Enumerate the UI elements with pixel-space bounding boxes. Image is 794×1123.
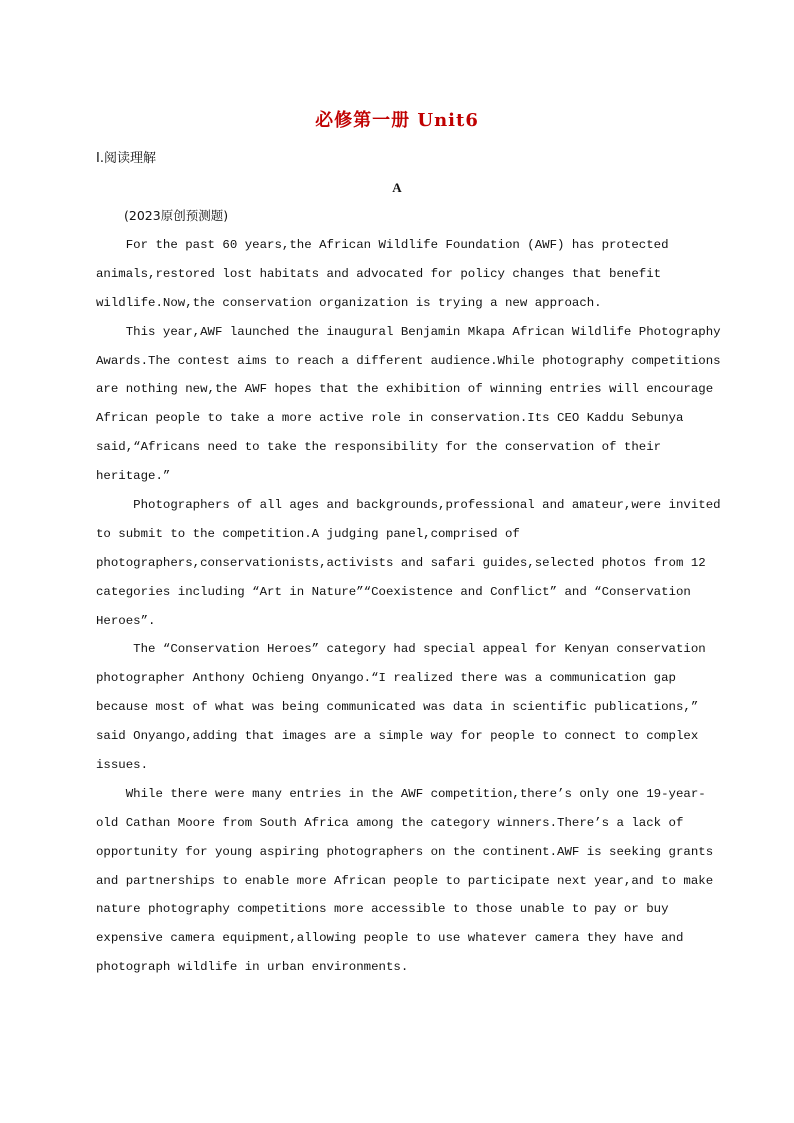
passage-line: heritage.” [96,469,171,484]
passage-line: nature photography competitions more accessible to those unable to pay or buy [96,902,669,917]
passage-line: expensive camera equipment,allowing people to use whatever camera they have and [96,931,684,946]
passage-line: African people to take a more active role in conservation.Its CEO Kaddu Sebunya [96,411,684,426]
passage-line: photographers,conservationists,activists and safari guides,selected photos from 12 [96,555,706,570]
passage-line: Photographers of all ages and backgrounds,professional and amateur,were invited [96,498,721,513]
passage-line: Heroes”. [96,613,156,628]
passage-line: wildlife.Now,the conservation organization is trying a new approach. [96,295,602,310]
passage-line: because most of what was being communicated was data in scientific publications,” [96,700,699,715]
section-heading: Ⅰ.阅读理解 [96,151,156,166]
passage-line: are nothing new,the AWF hopes that the exhibition of winning entries will encourage [96,382,714,397]
passage-line: said Onyango,adding that images are a simple way for people to connect to complex [96,729,699,744]
passage-line: categories including “Art in Nature”“Coexistence and Conflict” and “Conservation [96,584,691,599]
passage-line: old Cathan Moore from South Africa among the category winners.There’s a lack of [96,815,684,830]
page-title: 必修第一册 Unit6 [315,110,479,131]
passage-line: While there were many entries in the AWF competition,there’s only one 19-year- [96,786,706,801]
passage-line: animals,restored lost habitats and advocated for policy changes that benefit [96,266,662,281]
passage-body [96,231,721,982]
passage-line: The “Conservation Heroes” category had special appeal for Kenyan conservation [96,642,706,657]
passage-line: to submit to the competition.A judging panel,comprised of [96,526,520,541]
passage-line: photographer Anthony Ochieng Onyango.“I realized there was a communication gap [96,671,676,686]
passage-label: A [392,180,402,195]
passage-line: said,“Africans need to take the responsibility for the conservation of their [96,440,662,455]
passage-line: Awards.The contest aims to reach a different audience.While photography competitions [96,353,721,368]
passage-line: For the past 60 years,the African Wildlife Foundation (AWF) has protected [96,238,669,252]
passage-line: issues. [96,758,149,773]
passage-line: This year,AWF launched the inaugural Benjamin Mkapa African Wildlife Photography [96,324,721,339]
passage-line: photograph wildlife in urban environments. [96,960,409,975]
passage-line: and partnerships to enable more African people to participate next year,and to make [96,873,714,888]
source-note: (2023原创预测题) [124,208,229,223]
passage-line: opportunity for young aspiring photographers on the continent.AWF is seeking grants [96,844,714,859]
